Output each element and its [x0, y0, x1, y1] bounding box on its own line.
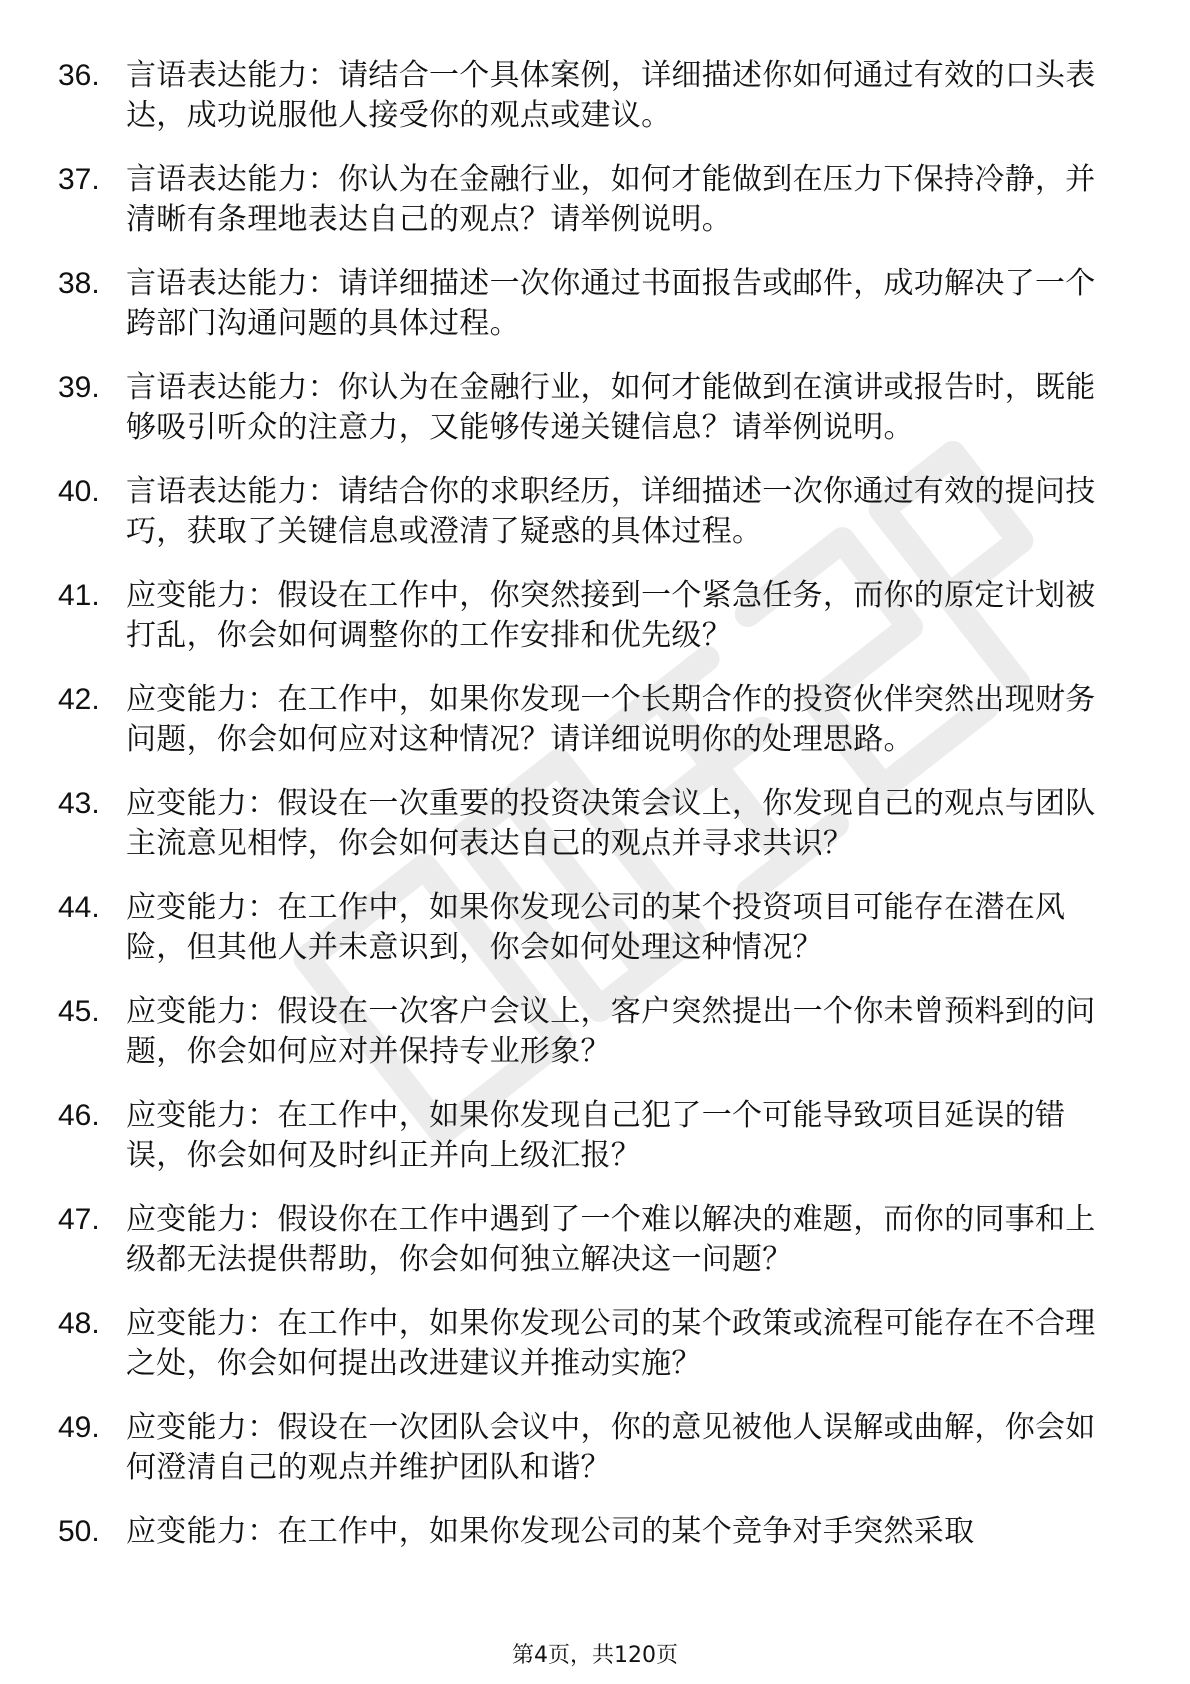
question-body: [126, 56, 1118, 136]
question-item-48: [58, 1304, 1118, 1384]
question-number: 42.: [58, 683, 100, 716]
question-number: 43.: [58, 787, 100, 820]
question-category: 应变能力：: [126, 1410, 278, 1445]
question-body: [126, 1512, 1118, 1552]
question-item-38: [58, 264, 1118, 344]
question-item-49: [58, 1408, 1118, 1488]
question-item-44: [58, 888, 1118, 968]
question-text: 请结合你的求职经历，详细描述一次你通过有效的提问技巧，获取了关键信息或澄清了疑惑的具体过程。: [126, 474, 1096, 549]
question-item-42: [58, 680, 1118, 760]
question-item-50: [58, 1512, 1118, 1552]
question-body: [126, 264, 1118, 344]
question-body: [126, 576, 1118, 656]
question-list: [58, 56, 1118, 1576]
question-item-45: [58, 992, 1118, 1072]
question-body: [126, 992, 1118, 1072]
question-item-47: [58, 1200, 1118, 1280]
question-text: 请详细描述一次你通过书面报告或邮件，成功解决了一个跨部门沟通问题的具体过程。: [126, 266, 1096, 341]
question-body: [126, 1096, 1118, 1176]
question-category: 应变能力：: [126, 682, 278, 717]
question-text: 你认为在金融行业，如何才能做到在压力下保持冷静，并清晰有条理地表达自己的观点？请举例说明。: [126, 162, 1096, 237]
question-category: 言语表达能力：: [126, 58, 339, 93]
question-category: 应变能力：: [126, 1306, 278, 1341]
question-body: [126, 680, 1118, 760]
question-item-43: [58, 784, 1118, 864]
question-item-41: [58, 576, 1118, 656]
question-item-36: [58, 56, 1118, 136]
question-body: [126, 784, 1118, 864]
question-text: 你认为在金融行业，如何才能做到在演讲或报告时，既能够吸引听众的注意力，又能够传递关键信息？请举例说明。: [126, 370, 1096, 445]
question-number: 47.: [58, 1203, 100, 1236]
question-body: [126, 368, 1118, 448]
question-category: 言语表达能力：: [126, 162, 339, 197]
question-number: 46.: [58, 1099, 100, 1132]
question-category: 应变能力：: [126, 578, 278, 613]
question-text: 在工作中，如果你发现公司的某个竞争对手突然采取: [277, 1514, 975, 1549]
question-body: [126, 160, 1118, 240]
question-category: 言语表达能力：: [126, 266, 339, 301]
question-item-37: [58, 160, 1118, 240]
question-item-46: [58, 1096, 1118, 1176]
question-body: [126, 1304, 1118, 1384]
question-body: [126, 1408, 1118, 1488]
page-number-footer: 第4页，共120页: [512, 1643, 678, 1668]
question-body: [126, 472, 1118, 552]
question-number: 36.: [58, 59, 100, 92]
question-text: 假设在一次客户会议上，客户突然提出一个你未曾预料到的问题，你会如何应对并保持专业形象？: [126, 994, 1096, 1069]
question-text: 假设你在工作中遇到了一个难以解决的难题，而你的同事和上级都无法提供帮助，你会如何独立解决这一问题？: [126, 1202, 1096, 1277]
question-text: 在工作中，如果你发现公司的某个投资项目可能存在潜在风险，但其他人并未意识到，你会如何处理这种情况？: [126, 890, 1066, 965]
question-text: 假设在一次重要的投资决策会议上，你发现自己的观点与团队主流意见相悖，你会如何表达自己的观点并寻求共识？: [126, 786, 1096, 861]
question-category: 言语表达能力：: [126, 370, 339, 405]
question-category: 应变能力：: [126, 890, 278, 925]
question-text: 请结合一个具体案例，详细描述你如何通过有效的口头表达，成功说服他人接受你的观点或建议。: [126, 58, 1096, 133]
question-body: [126, 1200, 1118, 1280]
question-text: 假设在一次团队会议中，你的意见被他人误解或曲解，你会如何澄清自己的观点并维护团队和谐？: [126, 1410, 1096, 1485]
question-text: 在工作中，如果你发现自己犯了一个可能导致项目延误的错误，你会如何及时纠正并向上级汇报？: [126, 1098, 1066, 1173]
question-number: 48.: [58, 1307, 100, 1340]
question-category: 应变能力：: [126, 1098, 278, 1133]
question-item-39: [58, 368, 1118, 448]
question-number: 41.: [58, 579, 100, 612]
question-item-40: [58, 472, 1118, 552]
question-number: 45.: [58, 995, 100, 1028]
question-category: 言语表达能力：: [126, 474, 339, 509]
question-number: 50.: [58, 1515, 100, 1548]
question-number: 44.: [58, 891, 100, 924]
question-number: 37.: [58, 163, 100, 196]
question-number: 49.: [58, 1411, 100, 1444]
question-category: 应变能力：: [126, 1202, 278, 1237]
question-category: 应变能力：: [126, 1514, 278, 1549]
question-category: 应变能力：: [126, 786, 278, 821]
question-number: 38.: [58, 267, 100, 300]
question-number: 40.: [58, 475, 100, 508]
question-body: [126, 888, 1118, 968]
question-category: 应变能力：: [126, 994, 278, 1029]
question-text: 在工作中，如果你发现一个长期合作的投资伙伴突然出现财务问题，你会如何应对这种情况？请详细说明你的处理思路。: [126, 682, 1096, 757]
question-text: 假设在工作中，你突然接到一个紧急任务，而你的原定计划被打乱，你会如何调整你的工作安排和优先级？: [126, 578, 1096, 653]
question-number: 39.: [58, 371, 100, 404]
question-text: 在工作中，如果你发现公司的某个政策或流程可能存在不合理之处，你会如何提出改进建议并推动实施？: [126, 1306, 1096, 1381]
